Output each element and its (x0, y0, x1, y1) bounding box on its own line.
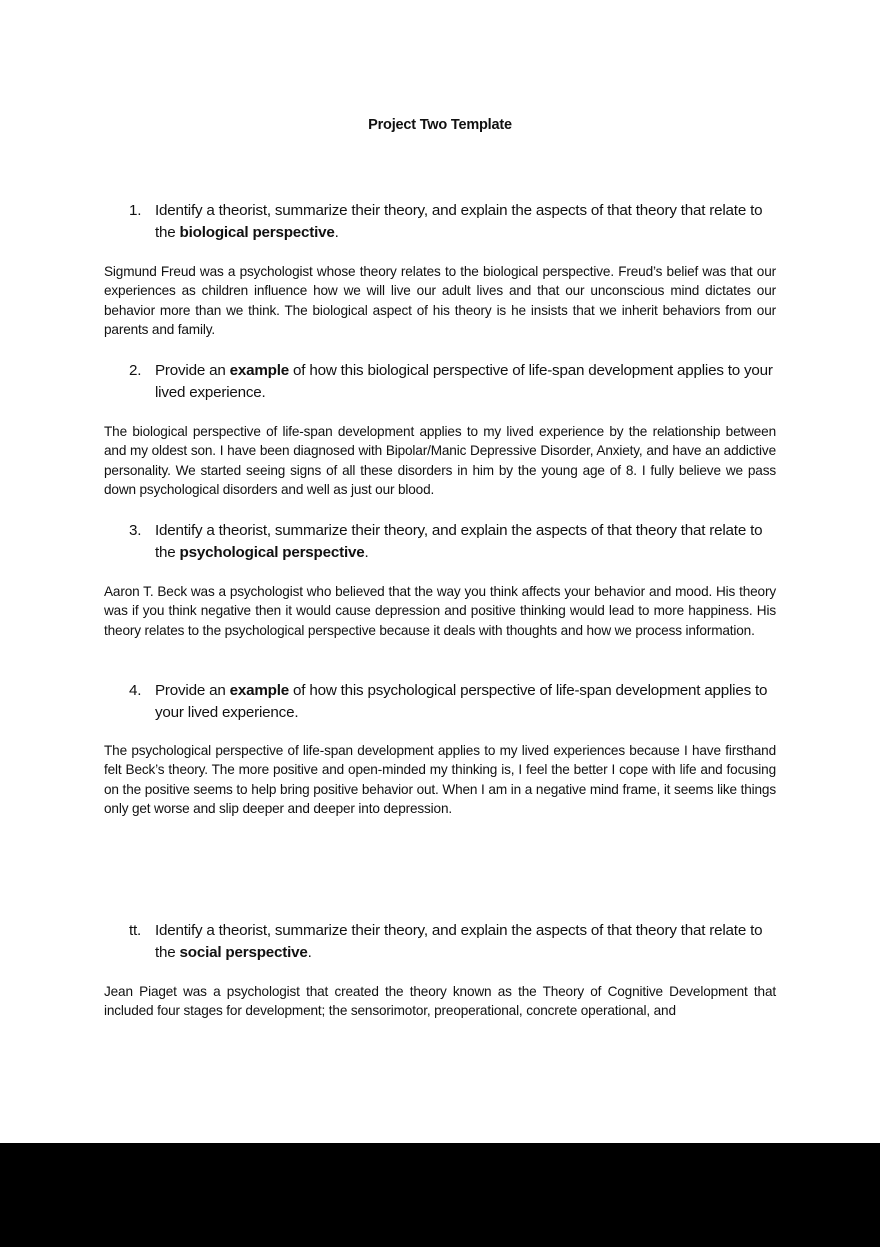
answer-3: Aaron T. Beck was a psychologist who believed that the way you think affects your behavior and mood. His theory was if you think negative then it would cause depression and positive thinking would lead to more happiness. His theory relates to the psychological perspective because it deals with thoughts and how we process information. (104, 584, 776, 638)
answer-2: The biological perspective of life-span development applies to my lived experience by the relationship between and my oldest son. I have been diagnosed with Bipolar/Manic Depressive Disorder, Anxiety, and have an addictive personality. We started seeing signs of all these disorders in him by the young age of 8. I fully believe we pass down psychological disorders and well as just our blood. (104, 424, 776, 498)
question-number: 1. (129, 202, 142, 219)
question-emphasis: biological perspective (179, 223, 335, 241)
answer-1: Sigmund Freud was a psychologist whose theory relates to the biological perspective. Freud’s belief was that our experiences as children influence how we will live our adult lives and that our unconscious mind dictates our behavior more than we think. The biological aspect of his theory is he insists that we inherit behaviors from our parents and family. (104, 264, 776, 338)
question-2: 2. Provide an example of how this biological perspective of life-span development applies to your lived experience. (129, 362, 773, 401)
question-emphasis: example (229, 362, 290, 379)
question-5: tt. Identify a theorist, summarize their theory, and explain the aspects of that theory that relate to the social perspective. (129, 922, 763, 961)
question-emphasis: social perspective (179, 943, 308, 961)
question-emphasis: example (229, 682, 290, 699)
question-3: 3. Identify a theorist, summarize their theory, and explain the aspects of that theory that relate to the psychological perspective. (129, 522, 763, 561)
question-number: 4. (129, 682, 142, 699)
question-1: 1. Identify a theorist, summarize their theory, and explain the aspects of that theory that relate to the biological perspective. (129, 202, 763, 241)
question-number: 3. (129, 522, 142, 539)
question-number: tt. (129, 922, 142, 939)
page-bottom-black-bar (0, 1143, 880, 1247)
answer-5: Jean Piaget was a psychologist that created the theory known as the Theory of Cognitive Development that included four stages for development; the sensorimotor, preoperational, concrete operational, and (104, 984, 776, 1019)
question-emphasis: psychological perspective (179, 543, 365, 561)
document-title: Project Two Template (368, 117, 512, 133)
question-number: 2. (129, 362, 142, 379)
question-4: 4. Provide an example of how this psychological perspective of life-span development applies to your lived experience. (129, 682, 768, 721)
answer-4: The psychological perspective of life-span development applies to my lived experiences because I have firsthand felt Beck’s theory. The more positive and open-minded my thinking is, I feel the better I cope with life and focusing on the positive seems to help bring positive behavior out. When I am in a negative mind frame, it seems like things only get worse and slip deeper and deeper into depression. (104, 743, 776, 817)
